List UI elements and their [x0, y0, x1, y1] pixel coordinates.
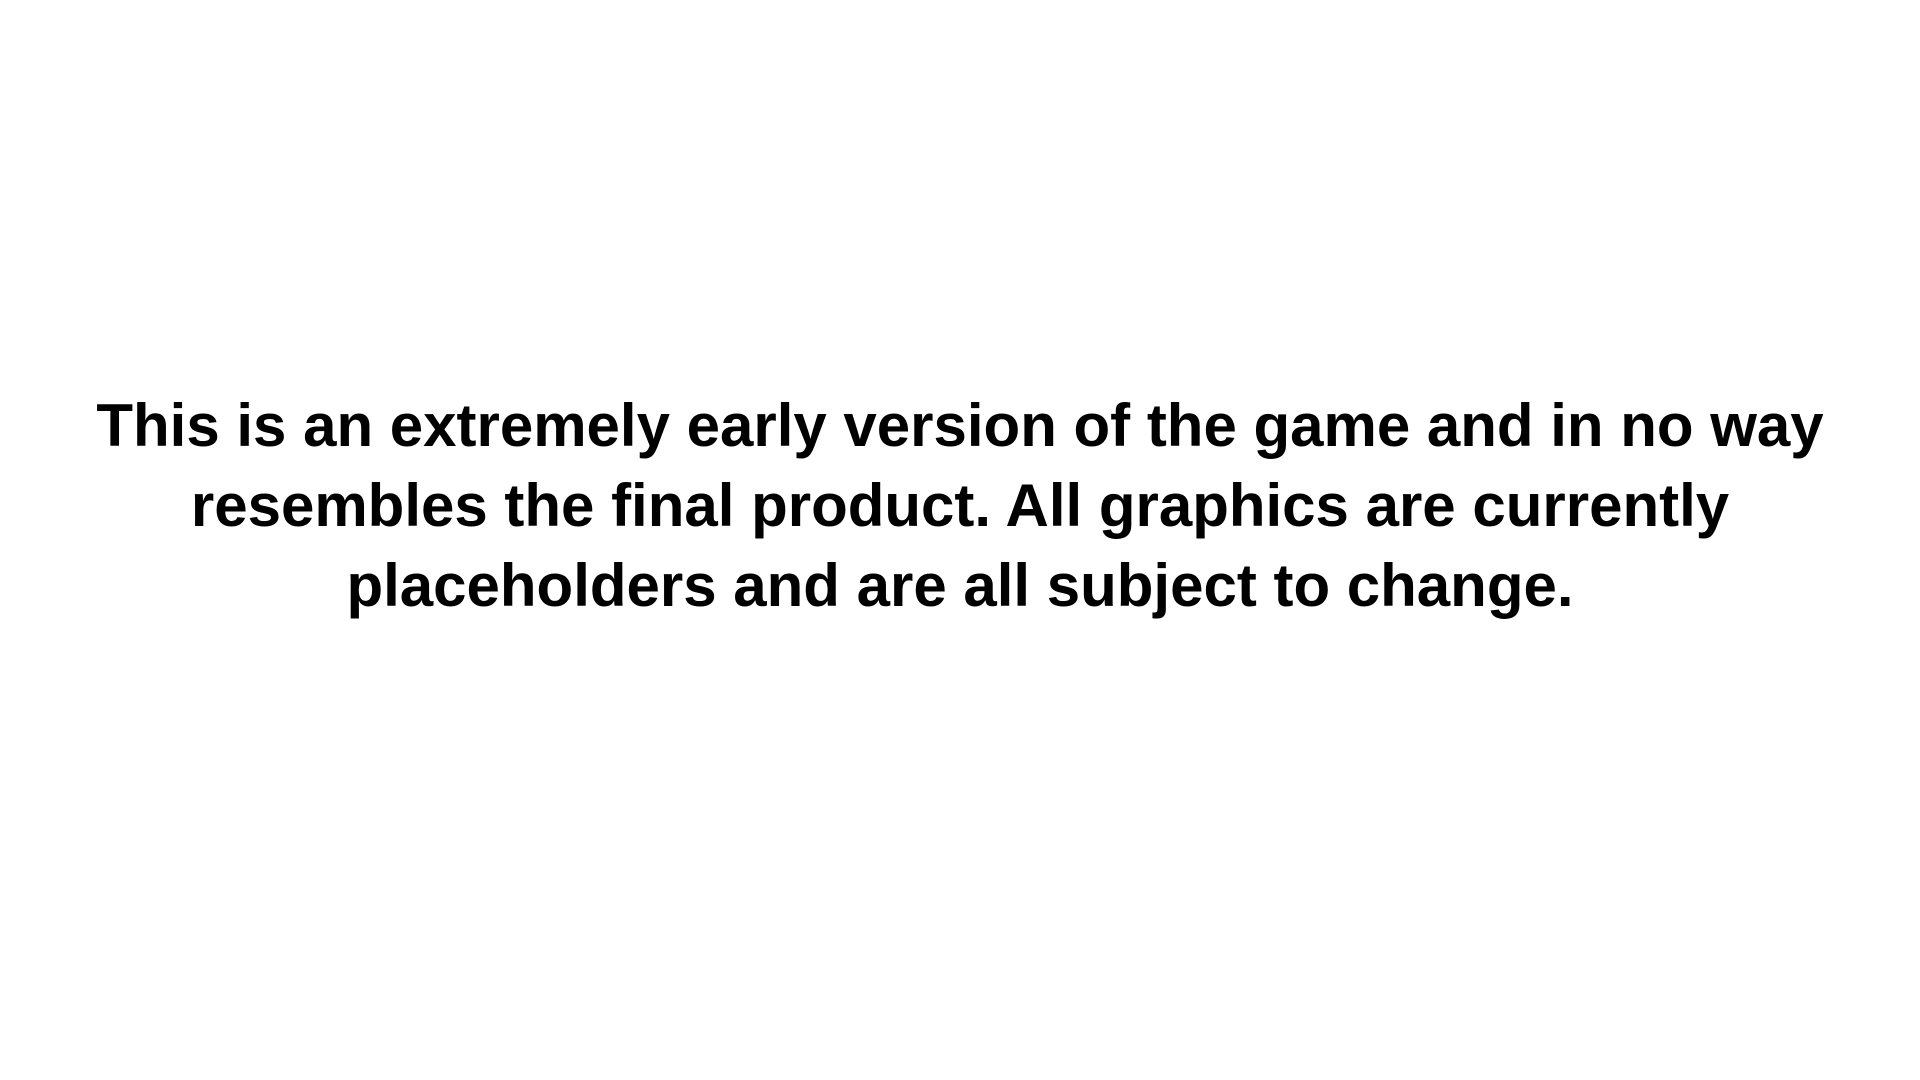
- disclaimer-text: [0, 386, 1920, 626]
- disclaimer-line-1: This is an extremely early version of the game and in no way: [96, 392, 1824, 459]
- disclaimer-line-3: placeholders and are all subject to change.: [346, 552, 1574, 619]
- disclaimer-line-2: resembles the final product. All graphics are currently: [190, 472, 1730, 539]
